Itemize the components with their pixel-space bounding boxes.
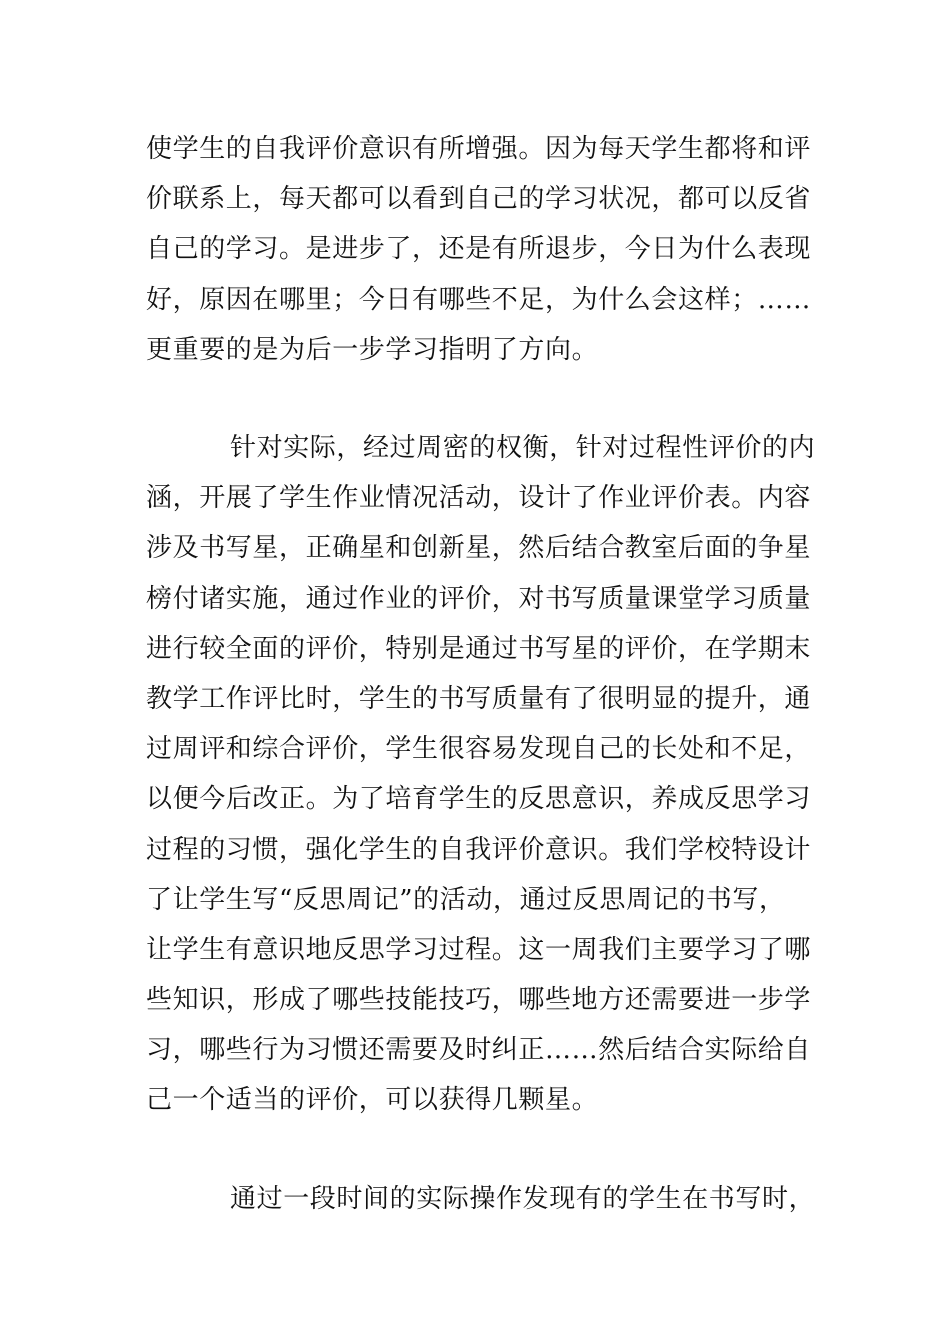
paragraph-1 — [146, 124, 811, 375]
paragraph-3 — [146, 1174, 816, 1224]
text-line: 通过一段时间的实际操作发现有的学生在书写时， — [230, 1184, 816, 1214]
text-line: 涉及书写星，正确星和创新星，然后结合教室后面的争星 — [146, 533, 812, 564]
text-line: 让学生有意识地反思学习过程。这一周我们主要学习了哪 — [146, 934, 812, 965]
text-line: 些知识，形成了哪些技能技巧，哪些地方还需要进一步学 — [146, 985, 812, 1016]
text-line: 进行较全面的评价，特别是通过书写星的评价，在学期末 — [146, 633, 812, 664]
text-line: 涵，开展了学生作业情况活动，设计了作业评价表。内容 — [146, 483, 812, 514]
text-line: 好，原因在哪里；今日有哪些不足，为什么会这样；…… — [146, 284, 812, 315]
text-line: 过程的习惯，强化学生的自我评价意识。我们学校特设计 — [146, 834, 812, 865]
text-line: 针对实际，经过周密的权衡，针对过程性评价的内 — [230, 433, 816, 463]
text-line: 价联系上，每天都可以看到自己的学习状况，都可以反省 — [146, 184, 812, 215]
text-line: 了让学生写“反思周记”的活动，通过反思周记的书写， — [146, 884, 786, 915]
text-line: 自己的学习。是进步了，还是有所退步，今日为什么表现 — [146, 234, 812, 265]
text-line: 己一个适当的评价，可以获得几颗星。 — [146, 1085, 599, 1116]
text-line: 使学生的自我评价意识有所增强。因为每天学生都将和评 — [146, 134, 812, 164]
text-line: 习，哪些行为习惯还需要及时纠正……然后结合实际给自 — [146, 1035, 812, 1066]
text-line: 更重要的是为后一步学习指明了方向。 — [146, 334, 599, 365]
text-line: 教学工作评比时，学生的书写质量有了很明显的提升，通 — [146, 683, 812, 714]
text-line: 以便今后改正。为了培育学生的反思意识，养成反思学习 — [146, 784, 812, 815]
text-line: 过周评和综合评价，学生很容易发现自己的长处和不足， — [146, 734, 812, 765]
text-line: 榜付诸实施，通过作业的评价，对书写质量课堂学习质量 — [146, 583, 812, 614]
paragraph-2 — [146, 423, 816, 1126]
